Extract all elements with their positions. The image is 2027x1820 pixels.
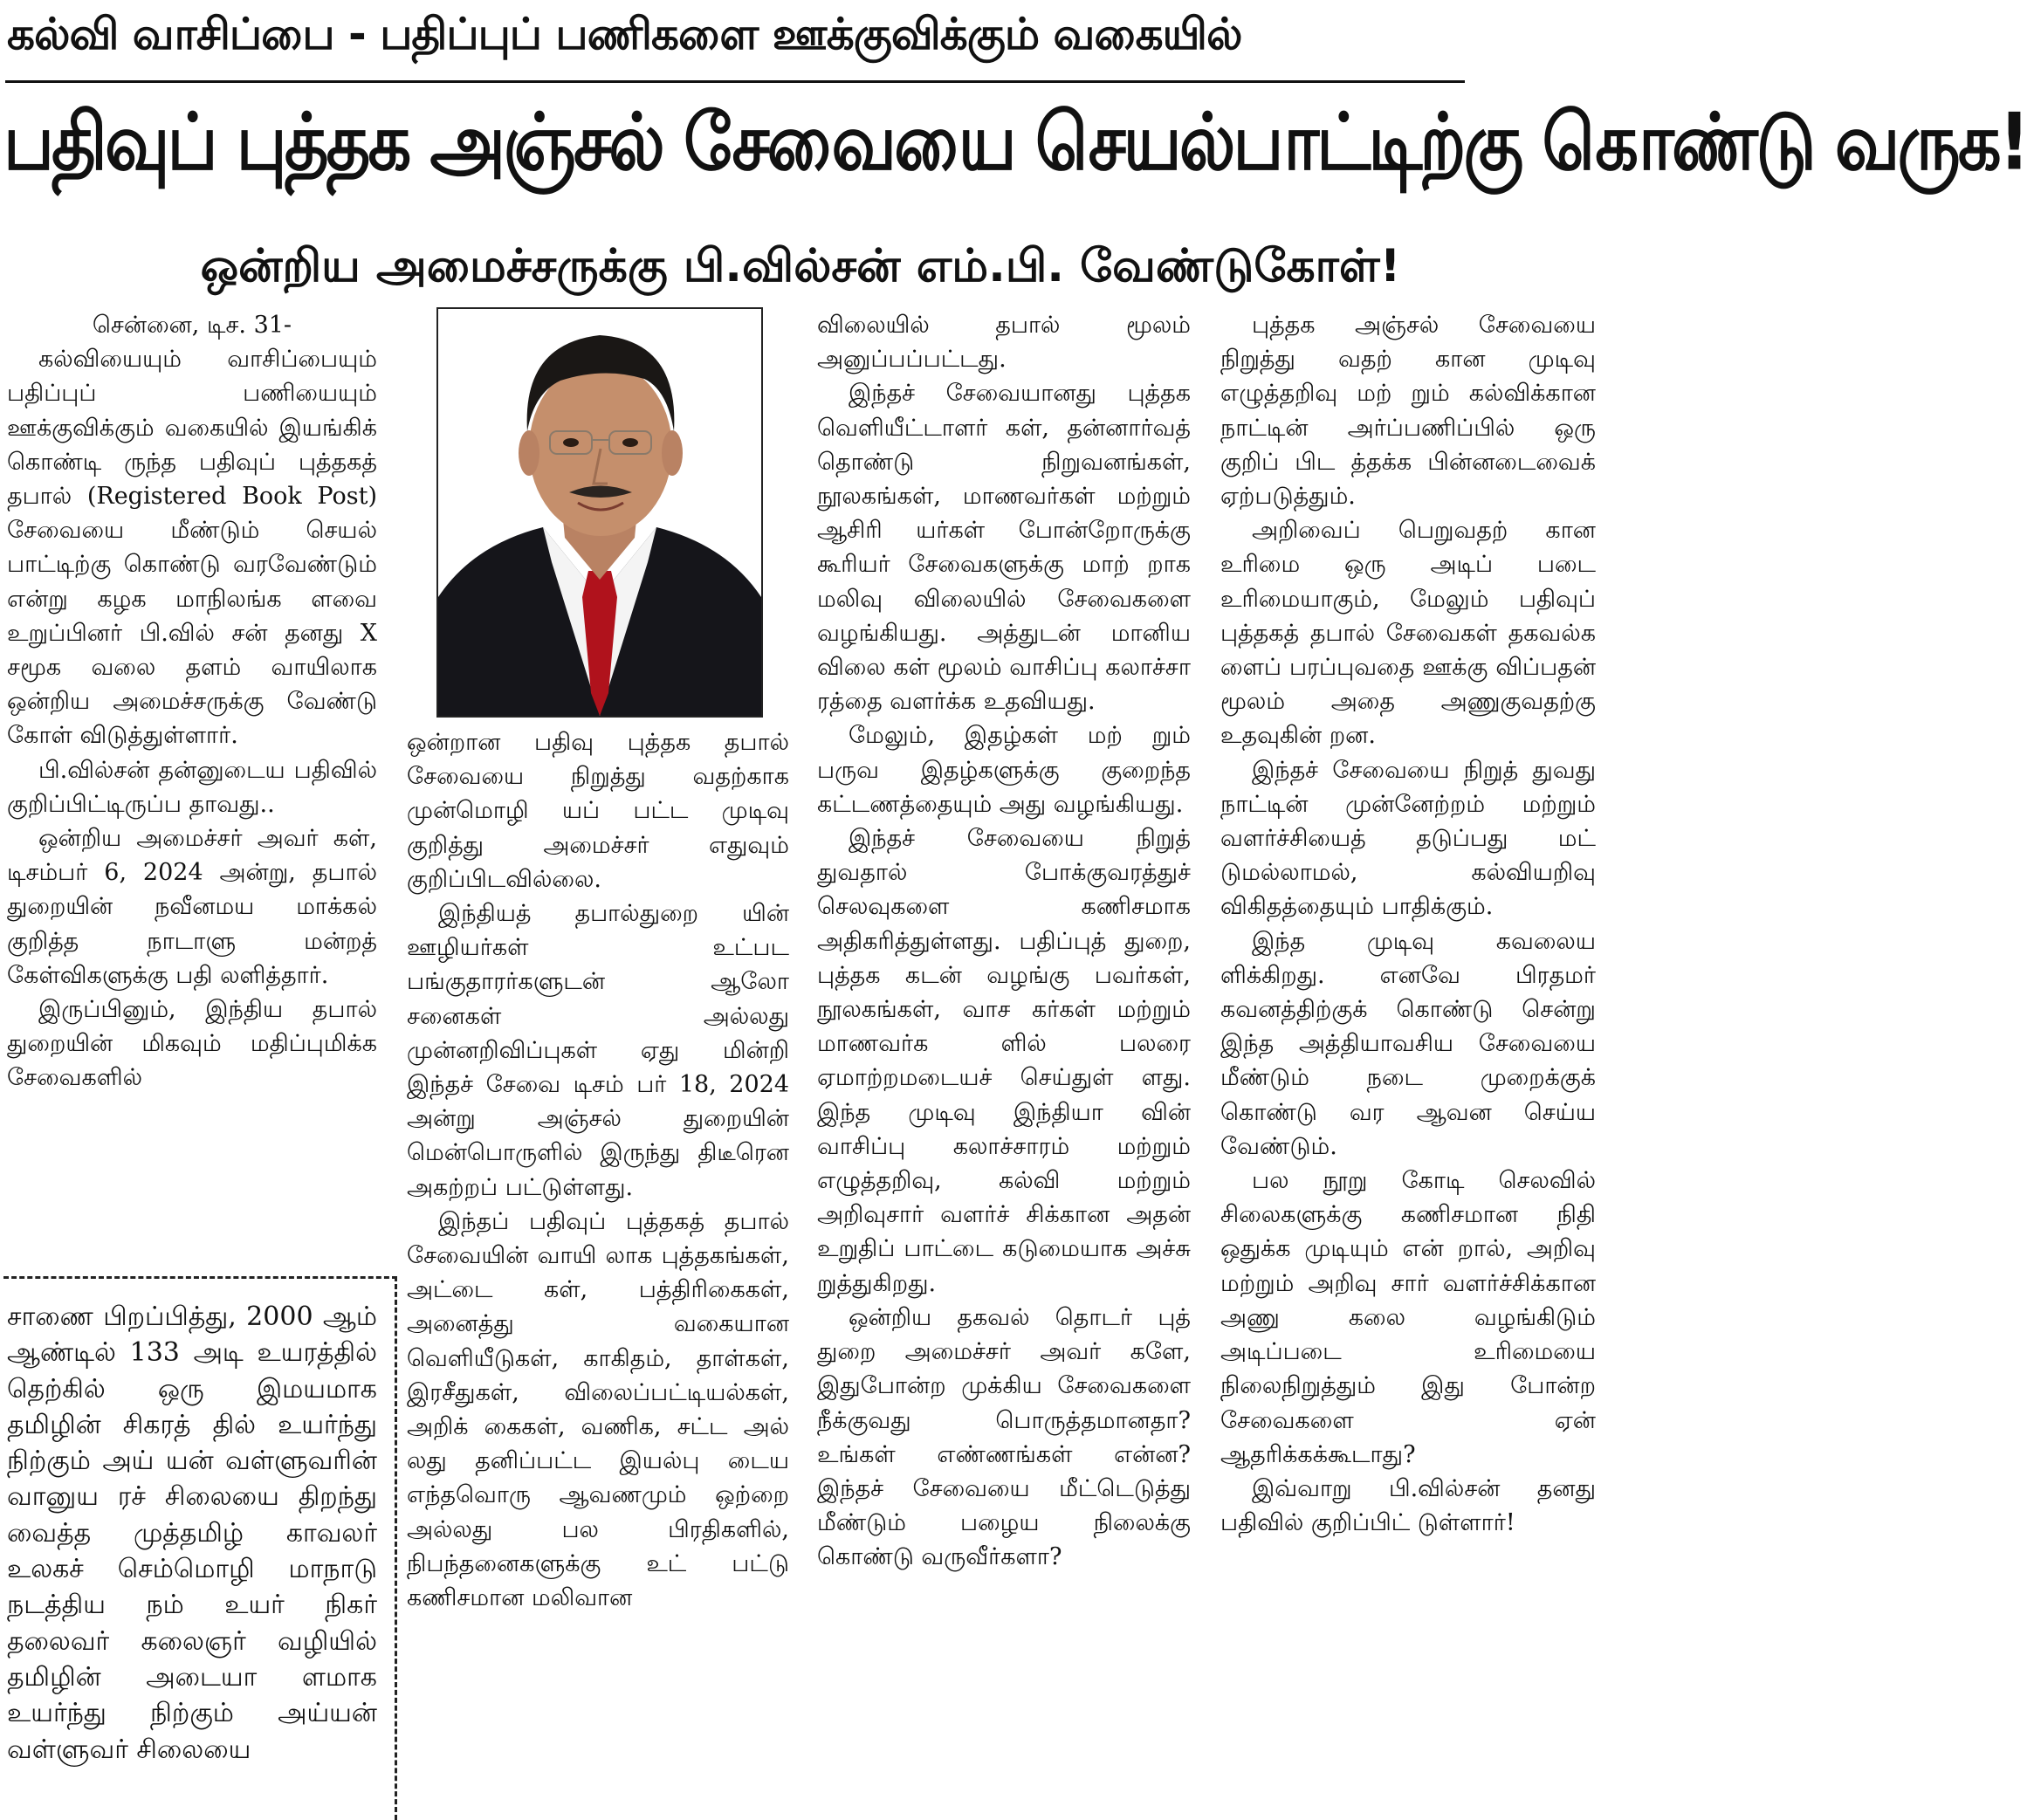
paragraph: இந்தப் பதிவுப் புத்தகத் தபால் சேவையின் வாயி லாக புத்தகங்கள், அட்டை கள், பத்திரிகைகள், அனைத்து வகையான வெளியீடுகள், காகிதம், தாள்கள், இரசீதுகள், விலைப்பட்டியல்கள், அறிக் கைகள், வணிக, சட்ட அல் லது தனிப்பட்ட இயல்பு டைய எந்தவொரு ஆவணமும் ஒற்றை அல்லது பல பிரதிகளில், நிபந்தனைகளுக்கு உட் பட்டு கணிசமான மலிவான: [407, 1207, 789, 1612]
portrait-illustration: [438, 309, 761, 716]
paragraph: பல நூறு கோடி செலவில் சிலைகளுக்கு கணிசமான நிதி ஒதுக்க முடியும் என் றால், அறிவு மற்றும் அறிவு சார் வளர்ச்சிக்கான அணு கலை வழங்கிடும் அடிப்படை உரிமையை நிலைநிறுத்தும் இது போன்ற சேவைகளை ஏன் ஆதரிக்கக்கூடாது?: [1220, 1167, 1596, 1468]
article-column-2: [407, 725, 789, 1803]
header-rule: [5, 80, 1465, 83]
paragraph: அறிவைப் பெறுவதற் கான உரிமை ஒரு அடிப் படை உரிமையாகும், மேலும் பதிவுப் புத்தகத் தபால் சேவைகள் தகவல்க ளைப் பரப்புவதை ஊக்கு விப்பதன் மூலம் அதை அணுகுவதற்கு உதவுகின் றன.: [1220, 517, 1596, 750]
main-headline: பதிவுப் புத்தக அஞ்சல் சேவையை செயல்பாட்டிற்கு கொண்டு வருக!: [3, 98, 2027, 189]
paragraph: மேலும், இதழ்கள் மற் றும் பருவ இதழ்களுக்கு குறைந்த கட்டணத்தையும் அது வழங்கியது.: [817, 722, 1191, 818]
paragraph: இந்தச் சேவையானது புத்தக வெளியீட்டாளர் கள், தன்னார்வத் தொண்டு நிறுவனங்கள், நூலகங்கள், மாணவர்கள் மற்றும் ஆசிரி யர்கள் போன்றோருக்கு கூரியர் சேவைகளுக்கு மாற் றாக மலிவு விலையில் சேவைகளை வழங்கியது. அத்துடன் மானிய விலை கள் மூலம் வாசிப்பு கலாச்சா ரத்தை வளர்க்க உதவியது.: [817, 380, 1191, 716]
paragraph: ஒன்றிய அமைச்சர் அவர் கள், டிசம்பர் 6, 2024 அன்று, தபால் துறையின் நவீனமய மாக்கல் குறித்த நாடாளு மன்றத் கேள்விகளுக்கு பதி லளித்தார்.: [7, 825, 377, 989]
paragraph: ஒன்றிய தகவல் தொடர் புத் துறை அமைச்சர் அவர் களே, இதுபோன்ற முக்கிய சேவைகளை நீக்குவது பொருத்தமானதா? உங்கள் எண்ணங்கள் என்ன? இந்தச் சேவையை மீட்டெடுத்து மீண்டும் பழைய நிலைக்கு கொண்டு வருவீர்களா?: [817, 1303, 1191, 1571]
paragraph: இந்தியத் தபால்துறை யின் ஊழியர்கள் உட்பட பங்குதாரர்களுடன் ஆலோ சனைகள் அல்லது முன்னறிவிப்புகள் ஏது மின்றி இந்தச் சேவை டிசம் பர் 18, 2024 அன்று அஞ்சல் துறையின் மென்பொருளில் இருந்து திடீரென அகற்றப் பட்டுள்ளது.: [407, 900, 789, 1201]
kicker-headline: கல்வி வாசிப்பை - பதிப்புப் பணிகளை ஊக்குவிக்கும் வகையில்: [7, 9, 1242, 59]
adjacent-article-text: [7, 1299, 377, 1803]
article-column-1: [7, 308, 377, 1247]
paragraph: விலையில் தபால் மூலம் அனுப்பப்பட்டது.: [817, 312, 1191, 374]
paragraph: இந்தச் சேவையை நிறுத் துவது நாட்டின் முன்னேற்றம் மற்றும் வளர்ச்சியைத் தடுப்பது மட் டுமல்லாமல், கல்வியறிவு விகிதத்தையும் பாதிக்கும்.: [1220, 756, 1596, 921]
paragraph: புத்தக அஞ்சல் சேவையை நிறுத்து வதற் கான முடிவு எழுத்தறிவு மற் றும் கல்விக்கான நாட்டின் அர்ப்பணிப்பில் ஒரு குறிப் பிட த்தக்க பின்னடைவைக் ஏற்படுத்தும்.: [1220, 312, 1596, 511]
paragraph: இந்த முடிவு கவலைய ளிக்கிறது. எனவே பிரதமர் கவனத்திற்குக் கொண்டு சென்று இந்த அத்தியாவசிய சேவையை மீண்டும் நடை முறைக்குக் கொண்டு வர ஆவன செய்ய வேண்டும்.: [1220, 927, 1596, 1160]
article-column-3: [817, 308, 1191, 1803]
paragraph: இவ்வாறு பி.வில்சன் தனது பதிவில் குறிப்பிட் டுள்ளார்!: [1220, 1474, 1596, 1537]
paragraph: இருப்பினும், இந்திய தபால் துறையின் மிகவும் மதிப்புமிக்க சேவைகளில்: [7, 996, 377, 1092]
paragraph: சாணை பிறப்பித்து, 2000 ஆம் ஆண்டில் 133 அடி உயரத்தில் தெற்கில் ஒரு இமயமாக தமிழின் சிகரத் தில் உயர்ந்து நிற்கும் அய் யன் வள்ளுவரின் வானுய ரச் சிலையை திறந்து வைத்த முத்தமிழ் காவலர் உலகச் செம்மொழி மாநாடு நடத்திய நம் உயர் நிகர் தலைவர் கலைஞர் வழியில் தமிழின் அடையா ளமாக உயர்ந்து நிற்கும் அய்யன் வள்ளுவர் சிலையை: [7, 1301, 377, 1765]
sub-headline: ஒன்றிய அமைச்சருக்கு பி.வில்சன் எம்.பி. வேண்டுகோள்!: [200, 240, 1401, 292]
paragraph: பி.வில்சன் தன்னுடைய பதிவில் குறிப்பிட்டிருப்ப தாவது..: [7, 756, 377, 818]
mp-portrait-photo: [436, 307, 763, 718]
paragraph: கல்வியையும் வாசிப்பையும் பதிப்புப் பணியையும் ஊக்குவிக்கும் வகையில் இயங்கிக் கொண்டி ருந்த பதிவுப் புத்தகத் தபால் (Registered Book Post) சேவையை மீண்டும் செயல் பாட்டிற்கு கொண்டு வரவேண்டும் என்று கழக மாநிலங்க ளவை உறுப்பினர் பி.வில் சன் தனது X சமூக வலை தளம் வாயிலாக ஒன்றிய அமைச்சருக்கு வேண்டு கோள் விடுத்துள்ளார்.: [7, 346, 377, 750]
paragraph: இந்தச் சேவையை நிறுத் துவதால் போக்குவரத்துச் செலவுகளை கணிசமாக அதிகரித்துள்ளது. பதிப்புத் துறை, புத்தக கடன் வழங்கு பவர்கள், நூலகங்கள், வாச கர்கள் மற்றும் மாணவர்க ளில் பலரை ஏமாற்றமடையச் செய்துள் ளது. இந்த முடிவு இந்தியா வின் வாசிப்பு கலாச்சாரம் மற்றும் எழுத்தறிவு, கல்வி மற்றும் அறிவுசார் வளர்ச் சிக்கான அதன் உறுதிப் பாட்டை கடுமையாக அச்சு றுத்துகிறது.: [817, 825, 1191, 1297]
dateline: சென்னை, டிச. 31-: [92, 312, 292, 339]
article-column-4: [1220, 308, 1596, 1803]
paragraph: ஒன்றான பதிவு புத்தக தபால் சேவையை நிறுத்து வதற்காக முன்மொழி யப் பட்ட முடிவு குறித்து அமைச்சர் எதுவும் குறிப்பிடவில்லை.: [407, 729, 789, 893]
